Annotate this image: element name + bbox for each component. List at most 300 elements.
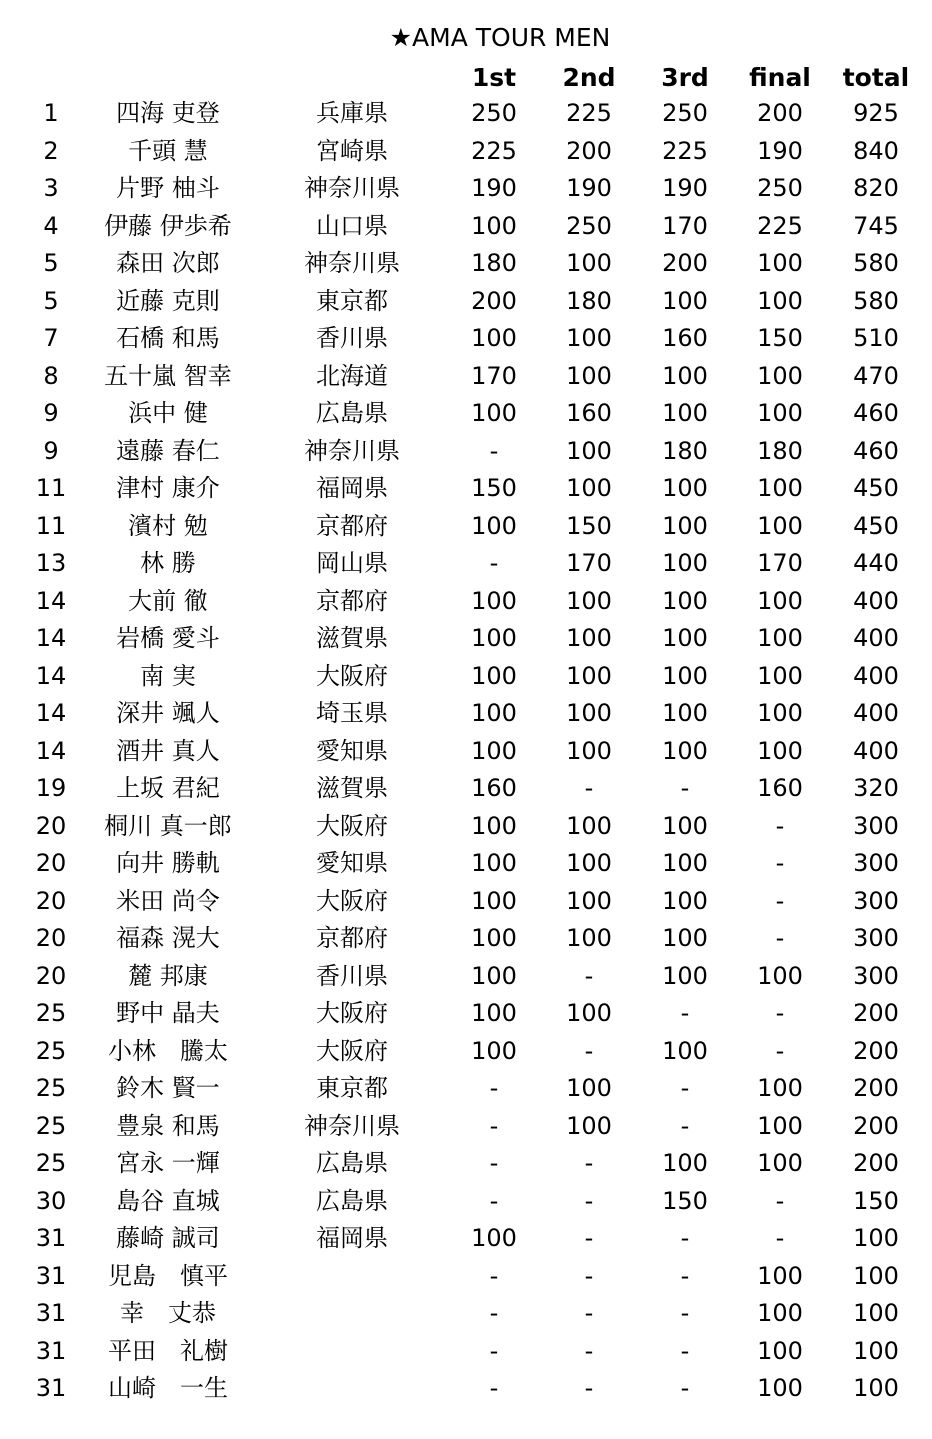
- score-2nd-cell: 100: [566, 249, 612, 277]
- score-2nd-cell: -: [584, 1261, 594, 1290]
- rank-cell: 5: [43, 249, 59, 277]
- score-2nd-cell: 100: [566, 849, 612, 877]
- score-1st-cell: -: [489, 549, 499, 577]
- total-cell: 100: [853, 1374, 899, 1402]
- score-2nd-cell: 200: [566, 136, 612, 165]
- prefecture-cell: 東京都: [316, 1074, 388, 1102]
- table-row: [0, 845, 932, 883]
- rank-cell: 4: [43, 211, 59, 240]
- total-cell: 460: [853, 436, 899, 465]
- score-1st-cell: 190: [471, 174, 517, 202]
- table-row: [0, 770, 932, 808]
- table-row: [0, 433, 932, 471]
- score-3rd-cell: 200: [662, 249, 708, 277]
- score-final-cell: 100: [757, 1111, 803, 1140]
- player-name-cell: 宮永 一輝: [116, 1149, 220, 1177]
- score-final-cell: 100: [757, 286, 803, 315]
- score-1st-cell: 250: [471, 99, 517, 127]
- player-name-cell: 向井 勝軌: [116, 849, 220, 877]
- score-final-cell: 180: [757, 436, 803, 465]
- prefecture-cell: 東京都: [316, 286, 388, 315]
- prefecture-cell: 埼玉県: [316, 699, 388, 727]
- score-2nd-cell: 100: [566, 661, 612, 690]
- prefecture-cell: 宮崎県: [316, 136, 388, 165]
- score-final-cell: -: [775, 924, 785, 952]
- score-1st-cell: 100: [471, 624, 517, 652]
- rank-cell: 14: [35, 661, 67, 690]
- table-row: [0, 995, 932, 1033]
- score-1st-cell: 100: [471, 736, 517, 765]
- total-cell: 300: [853, 961, 899, 990]
- score-1st-cell: -: [489, 1261, 499, 1290]
- score-3rd-cell: 100: [662, 1036, 708, 1065]
- rank-cell: 25: [35, 1074, 67, 1102]
- table-row: [0, 320, 932, 358]
- score-1st-cell: 100: [471, 586, 517, 615]
- total-cell: 400: [853, 586, 899, 615]
- table-row: [0, 1258, 932, 1296]
- rank-cell: 31: [35, 1224, 67, 1252]
- total-cell: 200: [853, 1149, 899, 1177]
- score-3rd-cell: 100: [662, 811, 708, 840]
- player-name-cell: 南 実: [140, 661, 196, 690]
- score-3rd-cell: 100: [662, 511, 708, 540]
- player-name-cell: 麓 邦康: [128, 961, 208, 990]
- score-2nd-cell: -: [584, 1336, 594, 1365]
- total-cell: 400: [853, 624, 899, 652]
- score-2nd-cell: 160: [566, 399, 612, 427]
- rank-cell: 25: [35, 1111, 67, 1140]
- rank-cell: 9: [43, 436, 59, 465]
- table-row: [0, 133, 932, 171]
- score-final-cell: 100: [757, 961, 803, 990]
- table-row: [0, 545, 932, 583]
- total-cell: 470: [853, 361, 899, 390]
- score-3rd-cell: 150: [662, 1186, 708, 1215]
- prefecture-cell: 広島県: [316, 1149, 388, 1177]
- score-2nd-cell: -: [584, 1374, 594, 1402]
- header-2nd: 2nd: [562, 63, 616, 92]
- score-1st-cell: 100: [471, 211, 517, 240]
- rank-cell: 20: [35, 886, 67, 915]
- score-final-cell: 100: [757, 474, 803, 502]
- score-2nd-cell: 100: [566, 474, 612, 502]
- rank-cell: 31: [35, 1374, 67, 1402]
- score-2nd-cell: -: [584, 1224, 594, 1252]
- score-final-cell: 100: [757, 699, 803, 727]
- score-final-cell: 100: [757, 624, 803, 652]
- player-name-cell: 児島 慎平: [108, 1261, 228, 1290]
- prefecture-cell: 神奈川県: [304, 1111, 400, 1140]
- total-cell: 100: [853, 1336, 899, 1365]
- player-name-cell: 岩橋 愛斗: [116, 624, 220, 652]
- rank-cell: 19: [35, 774, 67, 802]
- score-2nd-cell: 100: [566, 361, 612, 390]
- score-1st-cell: 100: [471, 324, 517, 352]
- score-3rd-cell: 100: [662, 736, 708, 765]
- total-cell: 840: [853, 136, 899, 165]
- prefecture-cell: 広島県: [316, 1186, 388, 1215]
- score-1st-cell: 100: [471, 811, 517, 840]
- prefecture-cell: 京都府: [316, 586, 388, 615]
- score-3rd-cell: -: [680, 1336, 690, 1365]
- prefecture-cell: 神奈川県: [304, 174, 400, 202]
- player-name-cell: 五十嵐 智幸: [104, 361, 232, 390]
- player-name-cell: 林 勝: [140, 549, 196, 577]
- score-3rd-cell: 100: [662, 286, 708, 315]
- player-name-cell: 遠藤 春仁: [116, 436, 220, 465]
- player-name-cell: 千頭 慧: [128, 136, 208, 165]
- score-1st-cell: 100: [471, 886, 517, 915]
- rank-cell: 14: [35, 699, 67, 727]
- score-3rd-cell: -: [680, 999, 690, 1027]
- score-2nd-cell: -: [584, 1036, 594, 1065]
- rank-cell: 3: [43, 174, 59, 202]
- prefecture-cell: 京都府: [316, 924, 388, 952]
- score-3rd-cell: 100: [662, 399, 708, 427]
- score-final-cell: 100: [757, 361, 803, 390]
- score-3rd-cell: 225: [662, 136, 708, 165]
- score-2nd-cell: 100: [566, 699, 612, 727]
- score-3rd-cell: 100: [662, 586, 708, 615]
- total-cell: 200: [853, 999, 899, 1027]
- table-row: [0, 395, 932, 433]
- player-name-cell: 島谷 直城: [116, 1186, 220, 1215]
- rank-cell: 31: [35, 1299, 67, 1327]
- score-1st-cell: 100: [471, 961, 517, 990]
- score-3rd-cell: 100: [662, 661, 708, 690]
- total-cell: 320: [853, 774, 899, 802]
- score-final-cell: 100: [757, 1299, 803, 1327]
- score-final-cell: -: [775, 886, 785, 915]
- score-2nd-cell: 100: [566, 736, 612, 765]
- rank-cell: 13: [35, 549, 67, 577]
- prefecture-cell: 福岡県: [316, 1224, 388, 1252]
- total-cell: 200: [853, 1036, 899, 1065]
- rank-cell: 9: [43, 399, 59, 427]
- player-name-cell: 山崎 一生: [108, 1374, 228, 1402]
- player-name-cell: 石橋 和馬: [116, 324, 220, 352]
- table-row: [0, 470, 932, 508]
- score-2nd-cell: 225: [566, 99, 612, 127]
- score-1st-cell: -: [489, 1186, 499, 1215]
- player-name-cell: 酒井 真人: [116, 736, 220, 765]
- page-title: ★AMA TOUR MEN: [389, 23, 611, 52]
- score-3rd-cell: 100: [662, 1149, 708, 1177]
- prefecture-cell: 京都府: [316, 511, 388, 540]
- score-3rd-cell: -: [680, 774, 690, 802]
- table-row: [0, 808, 932, 846]
- score-3rd-cell: -: [680, 1299, 690, 1327]
- prefecture-cell: 北海道: [316, 361, 388, 390]
- table-row: [0, 1333, 932, 1371]
- score-1st-cell: 100: [471, 1224, 517, 1252]
- score-final-cell: 100: [757, 736, 803, 765]
- prefecture-cell: 滋賀県: [316, 624, 388, 652]
- score-1st-cell: 150: [471, 474, 517, 502]
- table-row: [0, 170, 932, 208]
- rank-cell: 20: [35, 924, 67, 952]
- rank-cell: 25: [35, 1149, 67, 1177]
- total-cell: 580: [853, 286, 899, 315]
- total-cell: 440: [853, 549, 899, 577]
- score-final-cell: -: [775, 1224, 785, 1252]
- table-row: [0, 1033, 932, 1071]
- rank-cell: 1: [43, 99, 59, 127]
- score-1st-cell: 180: [471, 249, 517, 277]
- score-1st-cell: 100: [471, 1036, 517, 1065]
- prefecture-cell: 神奈川県: [304, 436, 400, 465]
- prefecture-cell: 愛知県: [316, 736, 388, 765]
- score-final-cell: 150: [757, 324, 803, 352]
- table-row: [0, 95, 932, 133]
- rank-cell: 14: [35, 624, 67, 652]
- score-final-cell: 170: [757, 549, 803, 577]
- score-3rd-cell: 100: [662, 549, 708, 577]
- total-cell: 745: [853, 211, 899, 240]
- score-final-cell: 100: [757, 249, 803, 277]
- prefecture-cell: 山口県: [316, 211, 388, 240]
- score-3rd-cell: -: [680, 1224, 690, 1252]
- score-1st-cell: 170: [471, 361, 517, 390]
- score-1st-cell: -: [489, 1374, 499, 1402]
- score-3rd-cell: 100: [662, 924, 708, 952]
- table-row: [0, 583, 932, 621]
- player-name-cell: 上坂 君紀: [116, 774, 220, 802]
- score-2nd-cell: 100: [566, 624, 612, 652]
- table-row: [0, 920, 932, 958]
- score-2nd-cell: 100: [566, 886, 612, 915]
- rank-cell: 20: [35, 961, 67, 990]
- prefecture-cell: 大阪府: [316, 811, 388, 840]
- score-final-cell: 100: [757, 1336, 803, 1365]
- player-name-cell: 大前 徹: [128, 586, 208, 615]
- score-3rd-cell: -: [680, 1074, 690, 1102]
- total-cell: 100: [853, 1224, 899, 1252]
- score-final-cell: 100: [757, 1374, 803, 1402]
- score-final-cell: 100: [757, 661, 803, 690]
- prefecture-cell: 広島県: [316, 399, 388, 427]
- rank-cell: 30: [35, 1186, 67, 1215]
- player-name-cell: 幸 丈恭: [120, 1299, 216, 1327]
- score-1st-cell: 100: [471, 924, 517, 952]
- score-1st-cell: -: [489, 1299, 499, 1327]
- score-3rd-cell: 100: [662, 474, 708, 502]
- player-name-cell: 藤崎 誠司: [116, 1224, 220, 1252]
- total-cell: 300: [853, 886, 899, 915]
- total-cell: 400: [853, 661, 899, 690]
- total-cell: 200: [853, 1074, 899, 1102]
- score-final-cell: -: [775, 999, 785, 1027]
- table-row: [0, 508, 932, 546]
- header-1st: 1st: [471, 63, 517, 92]
- rank-cell: 2: [43, 136, 59, 165]
- score-final-cell: 160: [757, 774, 803, 802]
- prefecture-cell: 大阪府: [316, 1036, 388, 1065]
- score-3rd-cell: -: [680, 1111, 690, 1140]
- score-1st-cell: 160: [471, 774, 517, 802]
- score-1st-cell: 100: [471, 399, 517, 427]
- score-2nd-cell: 190: [566, 174, 612, 202]
- score-2nd-cell: -: [584, 961, 594, 990]
- rank-cell: 20: [35, 811, 67, 840]
- table-row: [0, 1183, 932, 1221]
- score-1st-cell: 100: [471, 699, 517, 727]
- score-2nd-cell: 100: [566, 324, 612, 352]
- score-1st-cell: -: [489, 436, 499, 465]
- table-row: [0, 695, 932, 733]
- table-row: [0, 1108, 932, 1146]
- score-2nd-cell: 150: [566, 511, 612, 540]
- score-2nd-cell: 100: [566, 1074, 612, 1102]
- score-3rd-cell: 250: [662, 99, 708, 127]
- player-name-cell: 桐川 真一郎: [104, 811, 232, 840]
- score-3rd-cell: 100: [662, 886, 708, 915]
- score-1st-cell: 225: [471, 136, 517, 165]
- prefecture-cell: 滋賀県: [316, 774, 388, 802]
- player-name-cell: 福森 滉大: [116, 924, 220, 952]
- score-2nd-cell: -: [584, 1186, 594, 1215]
- table-row: [0, 1220, 932, 1258]
- ranking-table: [0, 95, 932, 1408]
- total-cell: 925: [853, 99, 899, 127]
- player-name-cell: 片野 柚斗: [116, 174, 220, 202]
- total-cell: 200: [853, 1111, 899, 1140]
- rank-cell: 31: [35, 1336, 67, 1365]
- prefecture-cell: 大阪府: [316, 999, 388, 1027]
- score-3rd-cell: 170: [662, 211, 708, 240]
- score-3rd-cell: 180: [662, 436, 708, 465]
- rank-cell: 20: [35, 849, 67, 877]
- total-cell: 300: [853, 811, 899, 840]
- rank-cell: 25: [35, 999, 67, 1027]
- table-row: [0, 245, 932, 283]
- score-2nd-cell: 100: [566, 436, 612, 465]
- score-final-cell: 250: [757, 174, 803, 202]
- table-row: [0, 958, 932, 996]
- player-name-cell: 近藤 克則: [116, 286, 220, 315]
- score-final-cell: -: [775, 1036, 785, 1065]
- score-final-cell: 100: [757, 1261, 803, 1290]
- score-final-cell: 100: [757, 511, 803, 540]
- total-cell: 400: [853, 699, 899, 727]
- prefecture-cell: 大阪府: [316, 661, 388, 690]
- score-2nd-cell: 180: [566, 286, 612, 315]
- table-row: [0, 658, 932, 696]
- score-final-cell: 100: [757, 1149, 803, 1177]
- prefecture-cell: 香川県: [316, 961, 388, 990]
- score-1st-cell: -: [489, 1149, 499, 1177]
- rank-cell: 11: [35, 511, 67, 540]
- rank-cell: 8: [43, 361, 59, 390]
- prefecture-cell: 神奈川県: [304, 249, 400, 277]
- score-2nd-cell: -: [584, 774, 594, 802]
- score-1st-cell: 100: [471, 511, 517, 540]
- rank-cell: 11: [35, 474, 67, 502]
- prefecture-cell: 岡山県: [316, 549, 388, 577]
- total-cell: 300: [853, 924, 899, 952]
- table-row: [0, 620, 932, 658]
- rank-cell: 5: [43, 286, 59, 315]
- score-final-cell: -: [775, 849, 785, 877]
- score-3rd-cell: 100: [662, 849, 708, 877]
- total-cell: 460: [853, 399, 899, 427]
- score-final-cell: -: [775, 811, 785, 840]
- score-2nd-cell: 170: [566, 549, 612, 577]
- total-cell: 300: [853, 849, 899, 877]
- score-3rd-cell: 100: [662, 699, 708, 727]
- player-name-cell: 浜中 健: [128, 399, 208, 427]
- score-2nd-cell: 250: [566, 211, 612, 240]
- player-name-cell: 平田 礼樹: [108, 1336, 228, 1365]
- table-row: [0, 1295, 932, 1333]
- score-3rd-cell: 100: [662, 624, 708, 652]
- score-3rd-cell: 160: [662, 324, 708, 352]
- table-row: [0, 1370, 932, 1408]
- player-name-cell: 小林 騰太: [108, 1036, 228, 1065]
- score-final-cell: -: [775, 1186, 785, 1215]
- score-1st-cell: 100: [471, 999, 517, 1027]
- header-3rd: 3rd: [661, 63, 709, 92]
- score-final-cell: 100: [757, 586, 803, 615]
- total-cell: 580: [853, 249, 899, 277]
- total-cell: 400: [853, 736, 899, 765]
- prefecture-cell: 大阪府: [316, 886, 388, 915]
- score-final-cell: 200: [757, 99, 803, 127]
- score-2nd-cell: -: [584, 1149, 594, 1177]
- score-1st-cell: -: [489, 1336, 499, 1365]
- prefecture-cell: 福岡県: [316, 474, 388, 502]
- player-name-cell: 濱村 勉: [128, 511, 208, 540]
- score-final-cell: 100: [757, 1074, 803, 1102]
- table-header: [0, 60, 932, 96]
- total-cell: 510: [853, 324, 899, 352]
- score-final-cell: 225: [757, 211, 803, 240]
- total-cell: 100: [853, 1299, 899, 1327]
- player-name-cell: 森田 次郎: [116, 249, 220, 277]
- score-3rd-cell: 100: [662, 961, 708, 990]
- score-1st-cell: -: [489, 1111, 499, 1140]
- score-2nd-cell: -: [584, 1299, 594, 1327]
- rank-cell: 25: [35, 1036, 67, 1065]
- player-name-cell: 米田 尚令: [116, 886, 220, 915]
- rank-cell: 7: [43, 324, 59, 352]
- player-name-cell: 鈴木 賢一: [116, 1074, 220, 1102]
- table-row: [0, 1145, 932, 1183]
- score-2nd-cell: 100: [566, 1111, 612, 1140]
- score-1st-cell: -: [489, 1074, 499, 1102]
- player-name-cell: 四海 吏登: [116, 99, 220, 127]
- table-row: [0, 208, 932, 246]
- header-total: total: [842, 63, 910, 92]
- score-2nd-cell: 100: [566, 811, 612, 840]
- score-3rd-cell: 190: [662, 174, 708, 202]
- total-cell: 820: [853, 174, 899, 202]
- total-cell: 150: [853, 1186, 899, 1215]
- prefecture-cell: 兵庫県: [316, 99, 388, 127]
- score-1st-cell: 200: [471, 286, 517, 315]
- player-name-cell: 津村 康介: [116, 474, 220, 502]
- player-name-cell: 伊藤 伊歩希: [104, 211, 232, 240]
- score-3rd-cell: -: [680, 1374, 690, 1402]
- table-row: [0, 733, 932, 771]
- score-final-cell: 190: [757, 136, 803, 165]
- total-cell: 100: [853, 1261, 899, 1290]
- prefecture-cell: 香川県: [316, 324, 388, 352]
- total-cell: 450: [853, 474, 899, 502]
- player-name-cell: 豊泉 和馬: [116, 1111, 220, 1140]
- rank-cell: 31: [35, 1261, 67, 1290]
